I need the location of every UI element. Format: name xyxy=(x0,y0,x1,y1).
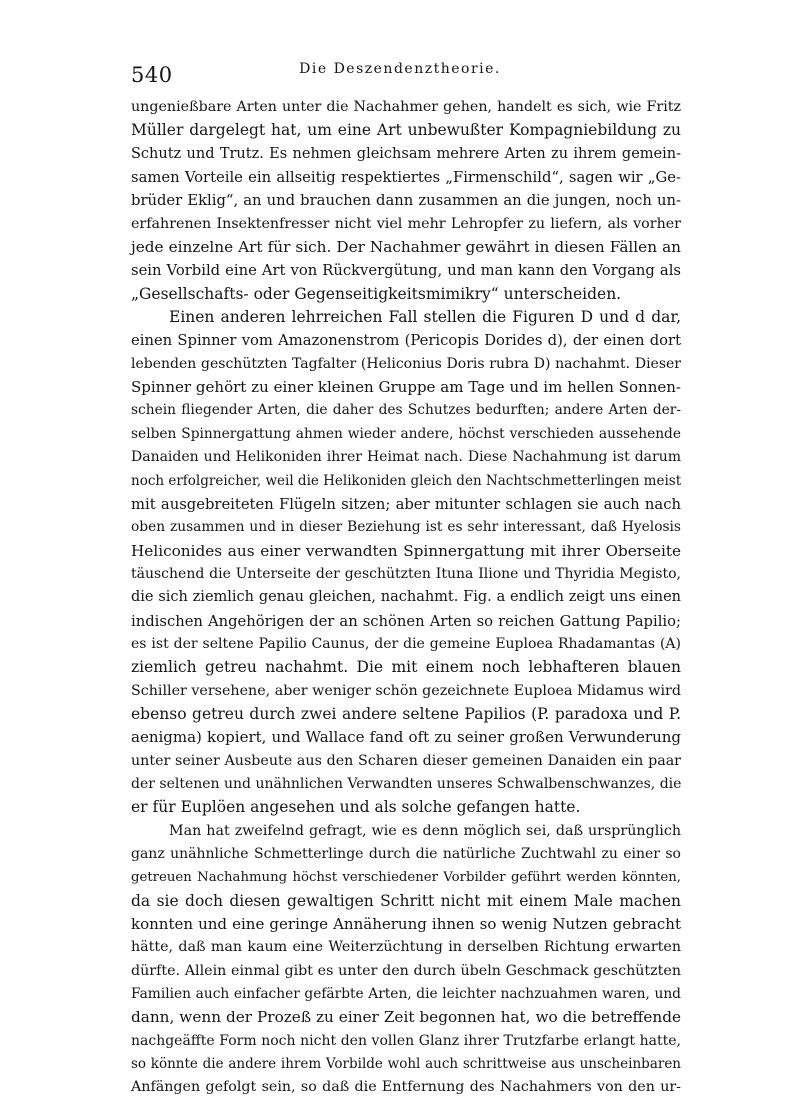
body-text xyxy=(131,96,681,1100)
text-line: ziemlich getreu nachahmt. Die mit einem noch lebhafteren blauen xyxy=(131,658,681,677)
text-line: Man hat zweifelnd gefragt, wie es denn möglich sei, daß ursprünglich xyxy=(169,822,681,839)
text-line: Heliconides aus einer verwandten Spinnergattung mit ihrer Oberseite xyxy=(131,541,681,560)
text-line: täuschend die Unterseite der geschützten Ituna Ilione und Thyridia Megisto, xyxy=(131,565,681,582)
text-line: lebenden geschützten Tagfalter (Heliconius Doris rubra D) nachahmt. Dieser xyxy=(131,355,681,372)
text-line: nachgeäffte Form noch nicht den vollen Glanz ihrer Trutzfarbe erlangt hatte, xyxy=(131,1032,681,1049)
text-line: er für Euplöen angesehen und als solche gefangen hatte. xyxy=(131,798,581,817)
text-line: da sie doch diesen gewaltigen Schritt nicht mit einem Male machen xyxy=(131,891,681,910)
text-line: so könnte die andere ihrem Vorbilde wohl auch schrittweise aus unscheinbaren xyxy=(131,1056,681,1073)
text-line: noch erfolgreicher, weil die Helikoniden gleich den Nachtschmetterlingen meist xyxy=(131,472,682,489)
text-line: aenigma) kopiert, und Wallace fand oft zu seiner großen Verwunderung xyxy=(131,728,681,747)
text-line: Spinner gehört zu einer kleinen Gruppe am Tage und im hellen Sonnen- xyxy=(131,378,681,397)
text-line: es ist der seltene Papilio Caunus, der die gemeine Euploea Rhadamantas (A) xyxy=(131,635,681,652)
text-line: Familien auch einfacher gefärbte Arten, die leichter nachzuahmen waren, und xyxy=(131,986,681,1003)
text-line: oben zusammen und in dieser Beziehung ist es sehr interessant, daß Hyelosis xyxy=(131,519,681,536)
text-line: Schutz und Trutz. Es nehmen gleichsam mehrere Arten zu ihrem gemein- xyxy=(131,145,681,162)
text-line: der seltenen und unähnlichen Verwandten unseres Schwalbenschwanzes, die xyxy=(131,775,682,792)
text-line: erfahrenen Insektenfresser nicht viel mehr Lehropfer zu liefern, als vorher xyxy=(131,215,681,232)
text-line: Danaiden und Helikoniden ihrer Heimat nach. Diese Nachahmung ist darum xyxy=(131,449,681,466)
text-line: schein fliegender Arten, die daher des Schutzes bedurften; andere Arten der- xyxy=(131,402,681,419)
text-line: selben Spinnergattung ahmen wieder andere, höchst verschieden aussehende xyxy=(131,425,681,442)
text-line: samen Vorteile ein allseitig respektiertes „Firmenschild“, sagen wir „Ge- xyxy=(131,169,681,187)
page-number: 540 xyxy=(131,63,173,87)
text-line: Anfängen gefolgt sein, so daß die Entfernung des Nachahmers von den ur- xyxy=(131,1079,681,1096)
text-line: sein Vorbild eine Art von Rückvergütung, und man kann den Vorgang als xyxy=(131,262,681,280)
text-line: ganz unähnliche Schmetterlinge durch die natürliche Zuchtwahl zu einer so xyxy=(131,846,681,862)
text-line: ebenso getreu durch zwei andere seltene Papilios (P. paradoxa und P. xyxy=(131,704,681,723)
text-line: brüder Eklig“, an und brauchen dann zusammen an die jungen, noch un- xyxy=(131,192,681,210)
text-line: Schiller versehene, aber weniger schön gezeichnete Euploea Midamus wird xyxy=(131,682,681,699)
text-line: dann, wenn der Prozeß zu einer Zeit begonnen hat, wo die betreffende xyxy=(131,1008,681,1027)
text-line: Einen anderen lehrreichen Fall stellen die Figuren D und d dar, xyxy=(169,308,681,327)
text-line: Müller dargelegt hat, um eine Art unbewußter Kompagniebildung zu xyxy=(131,121,681,140)
text-line: hätte, daß man kaum eine Weiterzüchtung in derselben Richtung erwarten xyxy=(131,939,681,956)
text-line: indischen Angehörigen der an schönen Arten so reichen Gattung Papilio; xyxy=(131,612,681,630)
text-line: jede einzelne Art für sich. Der Nachahmer gewährt in diesen Fällen an xyxy=(131,238,681,257)
text-line: die sich ziemlich genau gleichen, nachahmt. Fig. a endlich zeigt uns einen xyxy=(131,589,681,606)
text-line: „Gesellschafts- oder Gegenseitigkeitsmimikry“ unterscheiden. xyxy=(131,284,622,303)
running-title: Die Deszendenztheorie. xyxy=(299,61,501,77)
text-line: mit ausgebreiteten Flügeln sitzen; aber mitunter schlagen sie auch nach xyxy=(131,495,681,513)
text-line: dürfte. Allein einmal gibt es unter den durch übeln Geschmack geschützten xyxy=(131,962,681,979)
text-line: ungenießbare Arten unter die Nachahmer gehen, handelt es sich, wie Fritz xyxy=(131,99,681,115)
text-line: konnten und eine geringe Annäherung ihnen so wenig Nutzen gebracht xyxy=(131,915,681,934)
text-line: unter seiner Ausbeute aus den Scharen dieser gemeinen Danaiden ein paar xyxy=(131,752,681,769)
text-line: einen Spinner vom Amazonenstrom (Pericopis Dorides d), der einen dort xyxy=(131,332,681,350)
text-line: getreuen Nachahmung höchst verschiedener Vorbilder geführt werden könnten, xyxy=(131,870,681,886)
